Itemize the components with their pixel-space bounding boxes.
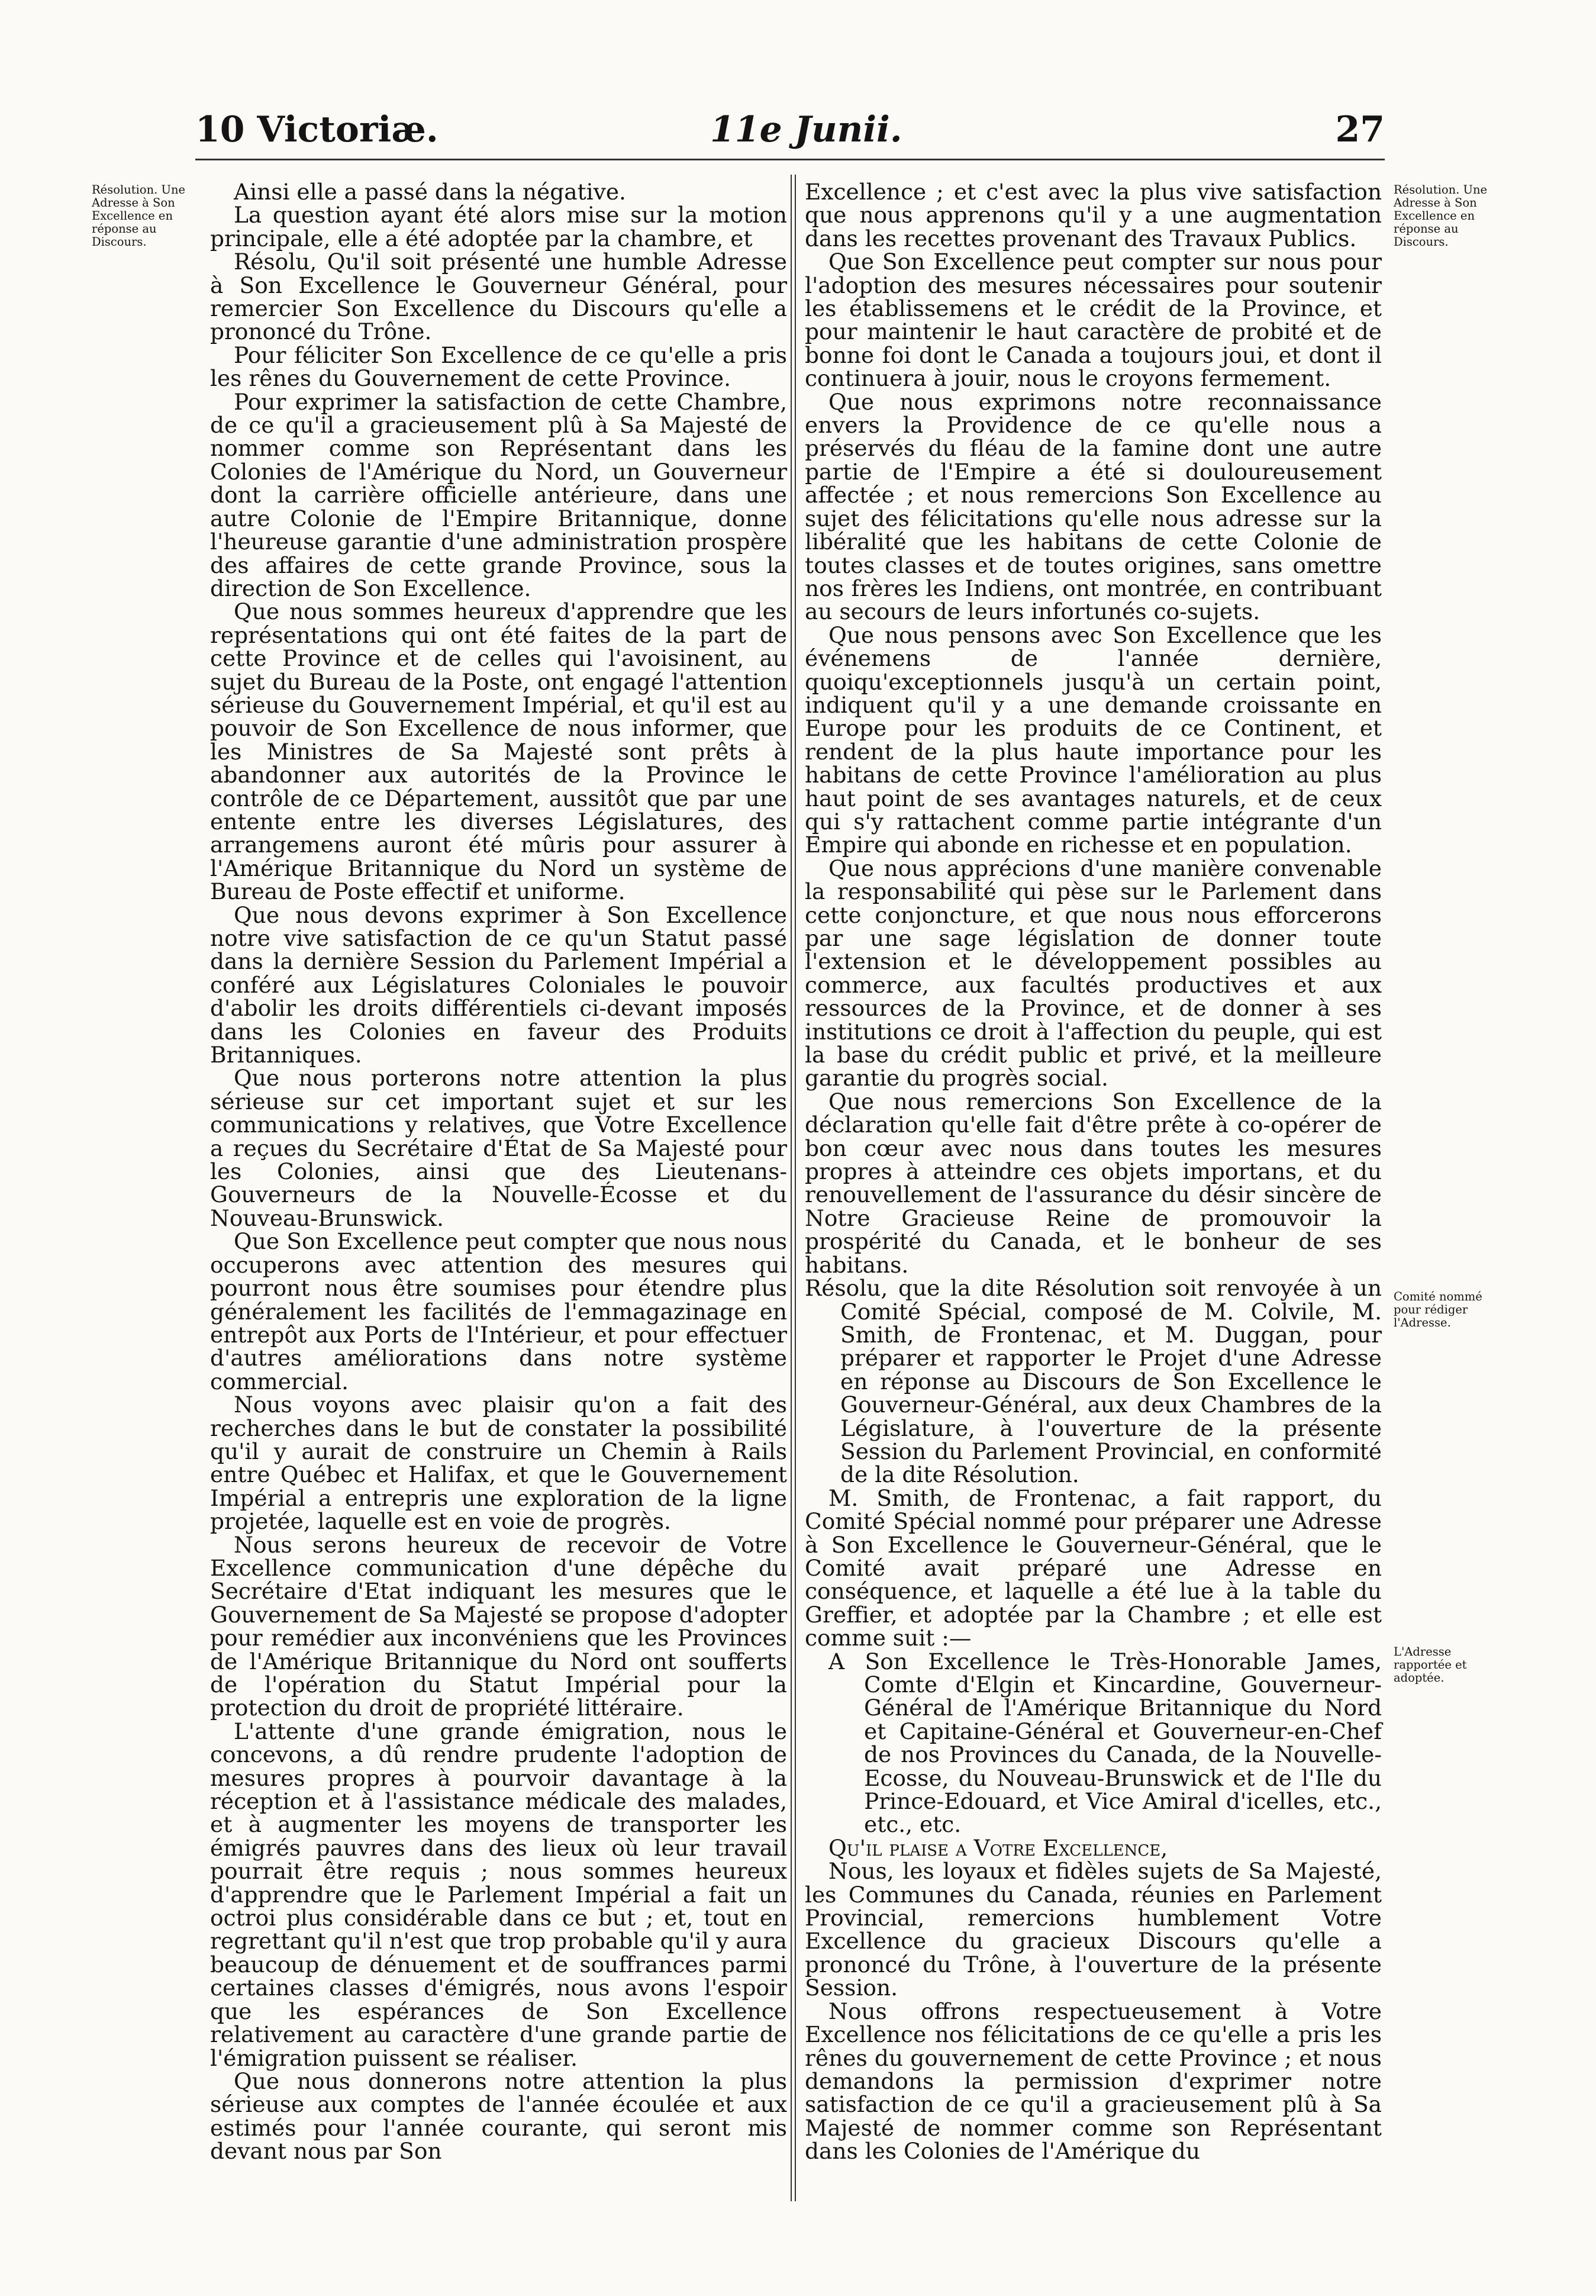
resolution-paragraph: Résolu, que la dite Résolution soit renvoyée à un Comité Spécial, composé de M. Colvile, M. Smith, de Frontenac, et M. Duggan, pour préparer et rapporter le Projet d'une Adresse en réponse au Discours de Son Excellence le Gouverneur-Général, aux deux Chambres de la Législature, à l'ouverture de la présente Session du Parlement Provincial, en conformité de la dite Résolution. bbox=[805, 1275, 1382, 1488]
header-rule bbox=[195, 159, 1385, 160]
paragraph: L'attente d'une grande émigration, nous le concevons, a dû rendre prudente l'adoption de mesures propres à pourvoir davantage à la réception et à l'assistance médicale des malades, et à augmenter les moyens de transporter les émigrés pauvres dans des lieux où leur travail pourrait être requis ; nous sommes heureux d'apprendre que le Parlement Impérial a fait un octroi plus considérable dans ce but ; et, tout en regrettant qu'il n'est que trop probable qu'il y aura beaucoup de dénuement et de souffrances parmi certaines classes d'émigrés, nous avons l'espoir que les espérances de Son Excellence relativement au caractère d'une grande partie de l'émigration puissent se réaliser. bbox=[210, 1718, 787, 2071]
paragraph: Excellence ; et c'est avec la plus vive satisfaction que nous apprenons qu'il y a une augmentation dans les recettes provenant des Travaux Publics. bbox=[805, 179, 1382, 252]
paragraph: Que Son Excellence peut compter que nous nous occuperons avec attention des mesures qui pourront nous être soumises pour étendre plus généralement les facilités de l'emmagazinage en entrepôt aux Ports de l'Intérieur, et pour effectuer d'autres améliorations dans notre système commercial. bbox=[210, 1228, 787, 1395]
paragraph: M. Smith, de Frontenac, a fait rapport, du Comité Spécial nommé pour préparer une Adresse à Son Excellence le Gouverneur-Général, que le Comité avait préparé une Adresse en conséquence, et laquelle a été lue à la table du Greffier, et adoptée par la Chambre ; et elle est comme suit :— bbox=[805, 1484, 1382, 1651]
page-header bbox=[195, 109, 1385, 168]
paragraph: Que Son Excellence peut compter sur nous pour l'adoption des mesures nécessaires pour soutenir les établissemens et le crédit de la Province, et pour maintenir le haut caractère de probité et de bonne foi dont le Canada a toujours joui, et dont il continuera à jouir, nous le croyons fermement. bbox=[805, 249, 1382, 392]
paragraph: Ainsi elle a passé dans la négative. bbox=[234, 179, 626, 205]
right-column bbox=[805, 181, 1382, 2163]
header-regnal-year: 10 Victoriæ. bbox=[195, 109, 439, 150]
paragraph: Pour féliciter Son Excellence de ce qu'elle a pris les rênes du Gouvernement de cette Province. bbox=[210, 342, 787, 392]
paragraph: Nous serons heureux de recevoir de Votre Excellence communication d'une dépêche du Secrétaire d'Etat indiquant les mesures que le Gouvernement de Sa Majesté se propose d'adopter pour remédier aux inconvéniens que les Provinces de l'Amérique Britannique du Nord ont soufferts de l'opération du Statut Impérial pour la protection du droit de propriété littéraire. bbox=[210, 1531, 787, 1721]
left-column bbox=[210, 181, 787, 2163]
address-salutation: A Son Excellence le Très-Honorable James, Comte d'Elgin et Kincardine, Gouverneur-Général de l'Amérique Britannique du Nord et Capitaine-Général et Gouverneur-en-Chef de nos Provinces du Canada, de la Nouvelle-Ecosse, du Nouveau-Brunswick et de l'Ile du Prince-Edouard, et Vice Amiral d'icelles, etc., etc., etc. bbox=[828, 1648, 1382, 1838]
paragraph: Que nous remercions Son Excellence de la déclaration qu'elle fait d'être prête à co-opérer de bon cœur avec nous dans toutes les mesures propres à atteindre ces objets importans, et du renouvellement de l'assurance du désir sincère de Notre Gracieuse Reine de promouvoir la prospérité du Canada, et le bonheur de ses habitans. bbox=[805, 1088, 1382, 1278]
margin-note-right-2: Comité nommé pour rédiger l'Adresse. bbox=[1394, 1290, 1482, 1329]
paragraph: Que nous pensons avec Son Excellence que les événemens de l'année dernière, quoiqu'exceptionnels jusqu'à un certain point, indiquent qu'il y a une demande croissante en Europe pour les produits de ce Continent, et rendent de la plus haute importance pour les habitans de cette Province l'amélioration au plus haut point de ses avantages naturels, et de ceux qui s'y rattachent comme partie intégrante d'un Empire qui abonde en richesse et en population. bbox=[805, 622, 1382, 858]
address-opening: Qu'il plaise a Votre Excellence, bbox=[828, 1834, 1168, 1861]
paragraph: Que nous apprécions d'une manière convenable la responsabilité qui pèse sur le Parlement dans cette conjoncture, et que nous nous efforcerons par une sage législation de donner toute l'extension et le développement possibles au commerce, aux facultés productives et aux ressources de la Province, et de donner à ses institutions ce droit à l'affection du peuple, qui est la base du crédit public et privé, et la meilleure garantie du progrès social. bbox=[805, 855, 1382, 1091]
margin-note-right-1: Résolution. Une Adresse à Son Excellence en réponse au Discours. bbox=[1394, 183, 1488, 249]
paragraph: Que nous porterons notre attention la plus sérieuse sur cet important sujet et sur les communications y relatives, que Votre Excellence a reçues du Secrétaire d'État de Sa Majesté pour les Colonies, ainsi que des Lieutenans-Gouverneurs de la Nouvelle-Écosse et du Nouveau-Brunswick. bbox=[210, 1065, 787, 1231]
paragraph: Que nous devons exprimer à Son Excellence notre vive satisfaction de ce qu'un Statut passé dans la dernière Session du Parlement Impérial a conféré aux Législatures Coloniales le pouvoir d'abolir les droits différentiels ci-devant imposés dans les Colonies en faveur des Produits Britanniques. bbox=[210, 901, 787, 1068]
paragraph: Nous, les loyaux et fidèles sujets de Sa Majesté, les Communes du Canada, réunies en Parlement Provincial, remercions humblement Votre Excellence du gracieux Discours qu'elle a prononcé du Trône, à l'ouverture de la présente Session. bbox=[805, 1858, 1382, 2001]
paragraph: Pour exprimer la satisfaction de cette Chambre, de ce qu'il a gracieusement plû à Sa Majesté de nommer comme son Représentant dans les Colonies de l'Amérique du Nord, un Gouverneur dont la carrière officielle antérieure, dans une autre Colonie de l'Empire Britannique, donne l'heureuse garantie d'une administration prospère des affaires de cette grande Province, sous la direction de Son Excellence. bbox=[210, 388, 787, 601]
column-divider bbox=[791, 175, 796, 2201]
paragraph: Nous offrons respectueusement à Votre Excellence nos félicitations de ce qu'elle a pris les rênes du gouvernement de cette Province ; et nous demandons la permission d'exprimer notre satisfaction de ce qu'il a gracieusement plû à Sa Majesté de nommer comme son Représentant dans les Colonies de l'Amérique du bbox=[805, 1998, 1382, 2165]
margin-note-right-3: L'Adresse rapportée et adoptée. bbox=[1394, 1645, 1467, 1685]
paragraph: Résolu, Qu'il soit présenté une humble Adresse à Son Excellence le Gouverneur Général, pour remercier Son Excellence du Discours qu'elle a prononcé du Trône. bbox=[210, 249, 787, 345]
paragraph: Que nous exprimons notre reconnaissance envers la Providence de ce qu'elle nous a préservés du fléau de la famine dont une autre partie de l'Empire a été si douloureusement affectée ; et nous remercions Son Excellence au sujet des félicitations qu'elle nous adresse sur la libéralité que les habitans de cette Colonie de toutes classes et de toutes origines, sans omettre nos frères les Indiens, ont montrée, en contribuant au secours de leurs infortunés co-sujets. bbox=[805, 388, 1382, 625]
paragraph: La question ayant été alors mise sur la motion principale, elle a été adoptée par la chambre, et bbox=[210, 202, 787, 252]
paragraph: Nous voyons avec plaisir qu'on a fait des recherches dans le but de constater la possibilité qu'il y aurait de construire un Chemin à Rails entre Québec et Halifax, et que le Gouvernement Impérial a entrepris une exploration de la ligne projetée, laquelle est en voie de progrès. bbox=[210, 1392, 787, 1535]
header-page-number: 27 bbox=[1335, 109, 1385, 150]
margin-note-left: Résolution. Une Adresse à Son Excellence en réponse au Discours. bbox=[92, 183, 186, 249]
paragraph: Que nous donnerons notre attention la plus sérieuse aux comptes de l'année écoulée et aux estimés pour l'année courante, qui seront mis devant nous par Son bbox=[210, 2068, 787, 2165]
header-date: 11e Junii. bbox=[710, 109, 902, 150]
paragraph: Que nous sommes heureux d'apprendre que les représentations qui ont été faites de la part de cette Province et de celles qui l'avoisinent, au sujet du Bureau de la Poste, ont engagé l'attention sérieuse du Gouvernement Impérial, et qu'il est au pouvoir de Son Excellence de nous informer, que les Ministres de Sa Majesté sont prêts à abandonner aux autorités de la Province le contrôle de ce Département, aussitôt que par une entente entre les diverses Législatures, des arrangemens auront été mûris pour assurer à l'Amérique Britannique du Nord un système de Bureau de Poste effectif et uniforme. bbox=[210, 598, 787, 905]
